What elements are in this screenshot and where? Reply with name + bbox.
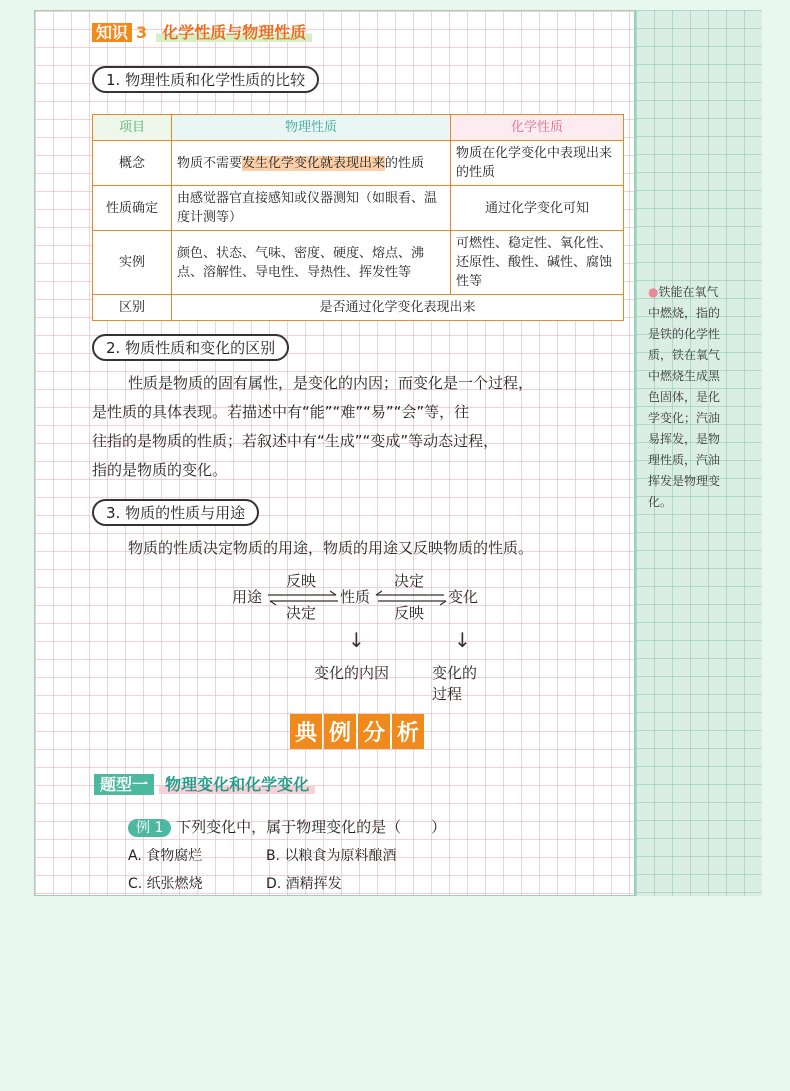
option-b: B. 以粮食为原料酿酒 (266, 848, 397, 864)
section-title-1: 1. 物理性质和化学性质的比较 (92, 66, 319, 93)
type-badge: 题型一 (94, 774, 154, 795)
option-c: C. 纸张燃烧 (128, 876, 203, 892)
knowledge-number: 3 (136, 23, 148, 42)
note-line: 中燃烧生成黑 (648, 369, 721, 383)
row-label: 性质确定 (93, 186, 172, 231)
section-heading-examples (290, 714, 424, 749)
label-inner-cause: 变化的内因 (314, 664, 390, 682)
note-line: 中燃烧，指的 (648, 306, 721, 320)
side-note (648, 282, 760, 513)
note-line: 易挥发，是物 (648, 432, 721, 446)
paragraph-line: 往指的是物质的性质；若叙述中有“生成”“变成”等动态过程， (92, 432, 499, 450)
paragraph-line: 指的是物质的变化。 (92, 461, 228, 479)
usage-text: 物质的性质决定物质的用途，物质的用途又反映物质的性质。 (128, 539, 534, 557)
note-line (648, 282, 760, 303)
comparison-table (92, 114, 624, 321)
label-process: 变化的过程 (432, 664, 478, 703)
relation-diagram (230, 570, 490, 703)
note-line: 色固体，是化 (648, 390, 721, 404)
down-arrow-2: ↓ (454, 628, 471, 652)
cell-physical: 颜色、状态、气味、密度、硬度、熔点、沸点、溶解性、导电性、导热性、挥发性等 (172, 231, 451, 295)
cell-physical (172, 141, 451, 186)
double-arrow-1 (266, 590, 340, 606)
table-row (93, 231, 624, 295)
node-usage: 用途 (232, 588, 263, 606)
double-arrow-2 (374, 590, 448, 606)
example-badge: 例 1 (128, 819, 171, 837)
note-line: 挥发是物理变 (648, 474, 721, 488)
option-d: D. 酒精挥发 (266, 876, 342, 892)
question-text: 下列变化中，属于物理变化的是（ ） (176, 818, 447, 836)
note-line: 是铁的化学性 (648, 327, 721, 341)
node-change: 变化 (448, 588, 479, 606)
table-row (93, 186, 624, 231)
cell-chemical: 物质在化学变化中表现出来的性质 (451, 141, 624, 186)
cell-text: 的性质 (385, 155, 425, 171)
table-header-row (93, 115, 624, 141)
row-label: 实例 (93, 231, 172, 295)
row-label: 概念 (93, 141, 172, 186)
cell-merged: 是否通过化学变化表现出来 (172, 295, 624, 321)
type-heading (94, 772, 315, 795)
header-chemical: 化学性质 (451, 115, 624, 141)
heading-char: 典 (290, 714, 322, 749)
cell-chemical: 可燃性、稳定性、氧化性、还原性、酸性、碱性、腐蚀性等 (451, 231, 624, 295)
table-row (93, 141, 624, 186)
label-bottom-2: 反映 (394, 604, 425, 622)
header-item: 项目 (93, 115, 172, 141)
note-line: 化。 (648, 495, 673, 509)
note-line: 理性质，汽油 (648, 453, 721, 467)
knowledge-title: 化学性质与物理性质 (156, 23, 312, 42)
paragraph-line: 是性质的具体表现。若描述中有“能”“难”“易”“会”等，往 (92, 403, 470, 421)
type-title: 物理变化和化学变化 (159, 775, 315, 794)
row-label: 区别 (93, 295, 172, 321)
paragraph-line: 性质是物质的固有属性，是变化的内因；而变化是一个过程， (128, 374, 534, 392)
note-text: 铁能在氧气 (658, 285, 719, 299)
header-physical: 物理性质 (172, 115, 451, 141)
down-arrow-1: ↓ (348, 628, 365, 652)
note-line: 学变化；汽油 (648, 411, 721, 425)
table-row (93, 295, 624, 321)
node-property: 性质 (340, 588, 371, 606)
explanation-paragraph (92, 369, 632, 485)
cell-chemical: 通过化学变化可知 (451, 186, 624, 231)
option-a: A. 食物腐烂 (128, 848, 203, 864)
label-bottom-1: 决定 (286, 604, 317, 622)
section-title-2: 2. 物质性质和变化的区别 (92, 334, 289, 361)
heading-char: 分 (358, 714, 390, 749)
highlighted-text: 发生化学变化就表现出来 (242, 155, 386, 171)
bullet-dot-icon: ● (648, 285, 659, 299)
note-line: 质，铁在氧气 (648, 348, 721, 362)
knowledge-heading (92, 20, 312, 44)
cell-text: 物质不需要 (177, 155, 243, 171)
heading-char: 例 (324, 714, 356, 749)
section-title-3: 3. 物质的性质与用途 (92, 499, 259, 526)
label-top-1: 反映 (286, 572, 317, 590)
heading-char: 析 (392, 714, 424, 749)
label-top-2: 决定 (394, 572, 425, 590)
example-question (128, 816, 446, 837)
cell-physical: 由感觉器官直接感知或仪器测知（如眼看、温度计测等） (172, 186, 451, 231)
knowledge-badge: 知识 (92, 23, 132, 42)
